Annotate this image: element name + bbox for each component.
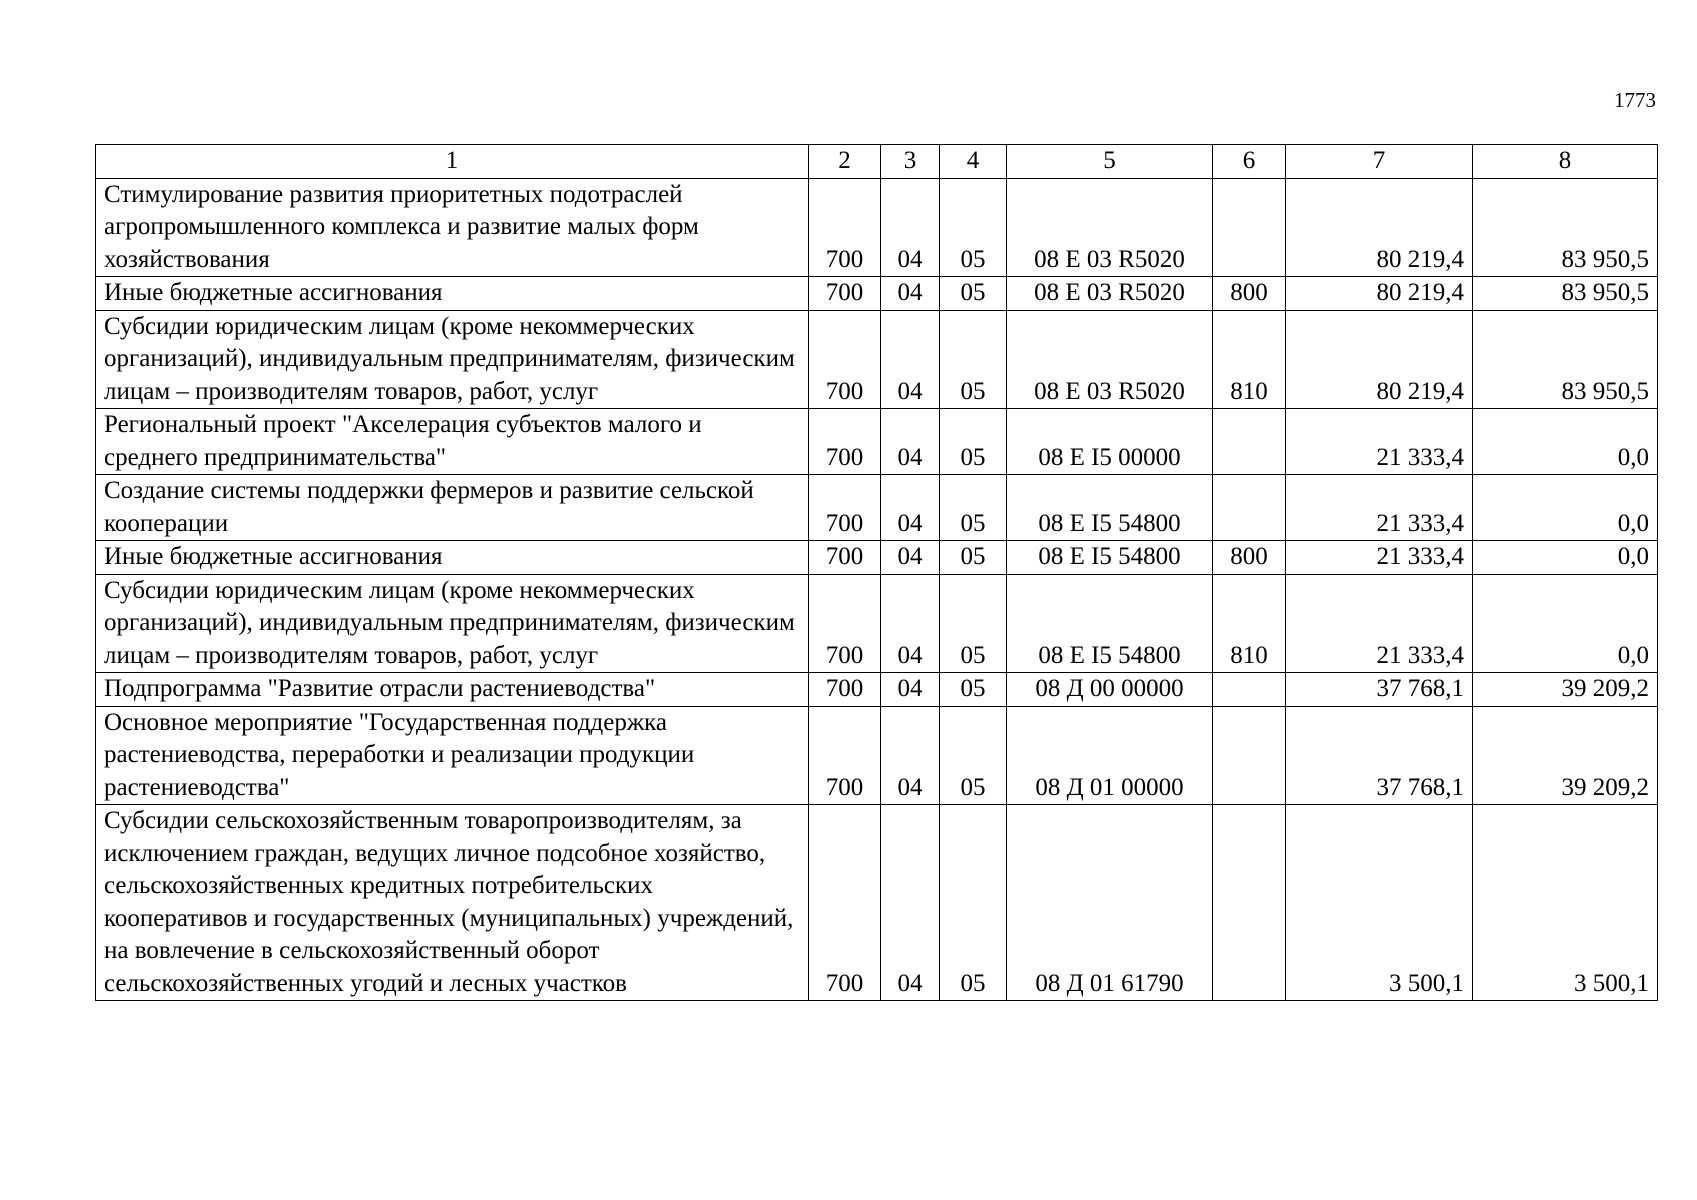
column-header-1: 1 <box>96 145 809 179</box>
cell-col-8: 0,0 <box>1473 574 1658 673</box>
cell-col-8: 0,0 <box>1473 409 1658 475</box>
cell-col-2: 700 <box>809 805 881 1001</box>
column-header-7: 7 <box>1286 145 1473 179</box>
table-row <box>96 541 1658 575</box>
cell-col-8: 0,0 <box>1473 475 1658 541</box>
row-name: Основное мероприятие "Государственная поддержка растениеводства, переработки и реализации продукции растениеводства" <box>96 706 809 805</box>
cell-col-7: 37 768,1 <box>1286 706 1473 805</box>
cell-col-4: 05 <box>940 541 1007 575</box>
row-name: Иные бюджетные ассигнования <box>96 541 809 575</box>
cell-col-7: 3 500,1 <box>1286 805 1473 1001</box>
cell-col-2: 700 <box>809 475 881 541</box>
cell-col-8: 39 209,2 <box>1473 706 1658 805</box>
column-header-2: 2 <box>809 145 881 179</box>
cell-col-5: 08 Е I5 54800 <box>1007 574 1213 673</box>
cell-col-5: 08 Д 01 61790 <box>1007 805 1213 1001</box>
row-name: Подпрограмма "Развитие отрасли растениеводства" <box>96 673 809 707</box>
table-row <box>96 706 1658 805</box>
page-number: 1773 <box>1614 88 1656 112</box>
cell-col-4: 05 <box>940 706 1007 805</box>
cell-col-7: 21 333,4 <box>1286 409 1473 475</box>
table-row <box>96 574 1658 673</box>
cell-col-7: 80 219,4 <box>1286 178 1473 277</box>
column-header-5: 5 <box>1007 145 1213 179</box>
cell-col-5: 08 Е 03 R5020 <box>1007 310 1213 409</box>
cell-col-6: 800 <box>1213 277 1286 311</box>
cell-col-6: 810 <box>1213 310 1286 409</box>
cell-col-8: 83 950,5 <box>1473 277 1658 311</box>
cell-col-5: 08 Е I5 54800 <box>1007 541 1213 575</box>
cell-col-5: 08 Д 01 00000 <box>1007 706 1213 805</box>
cell-col-4: 05 <box>940 574 1007 673</box>
row-name: Субсидии юридическим лицам (кроме некоммерческих организаций), индивидуальным предпринимателям, физическим лицам – производителям товаров, работ, услуг <box>96 574 809 673</box>
row-name: Стимулирование развития приоритетных подотраслей агропромышленного комплекса и развитие малых форм хозяйствования <box>96 178 809 277</box>
column-header-4: 4 <box>940 145 1007 179</box>
cell-col-3: 04 <box>881 178 940 277</box>
cell-col-7: 80 219,4 <box>1286 277 1473 311</box>
column-header-8: 8 <box>1473 145 1658 179</box>
table-row <box>96 310 1658 409</box>
cell-col-6 <box>1213 805 1286 1001</box>
cell-col-4: 05 <box>940 277 1007 311</box>
table-row <box>96 409 1658 475</box>
cell-col-5: 08 Е 03 R5020 <box>1007 277 1213 311</box>
cell-col-8: 83 950,5 <box>1473 310 1658 409</box>
table-row <box>96 673 1658 707</box>
cell-col-2: 700 <box>809 574 881 673</box>
cell-col-6 <box>1213 706 1286 805</box>
cell-col-5: 08 Е I5 00000 <box>1007 409 1213 475</box>
cell-col-3: 04 <box>881 409 940 475</box>
cell-col-6 <box>1213 178 1286 277</box>
cell-col-7: 21 333,4 <box>1286 541 1473 575</box>
cell-col-2: 700 <box>809 409 881 475</box>
row-name: Субсидии сельскохозяйственным товаропроизводителям, за исключением граждан, ведущих личное подсобное хозяйство, сельскохозяйственных кредитных потребительских кооперативов и государственных (муниципальных) учреждений, на вовлечение в сельскохозяйственный оборот сельскохозяйственных угодий и лесных участков <box>96 805 809 1001</box>
column-header-6: 6 <box>1213 145 1286 179</box>
cell-col-4: 05 <box>940 178 1007 277</box>
cell-col-6 <box>1213 475 1286 541</box>
cell-col-5: 08 Е 03 R5020 <box>1007 178 1213 277</box>
cell-col-2: 700 <box>809 706 881 805</box>
cell-col-8: 83 950,5 <box>1473 178 1658 277</box>
row-name: Субсидии юридическим лицам (кроме некоммерческих организаций), индивидуальным предпринимателям, физическим лицам – производителям товаров, работ, услуг <box>96 310 809 409</box>
table-row <box>96 475 1658 541</box>
cell-col-2: 700 <box>809 277 881 311</box>
cell-col-3: 04 <box>881 706 940 805</box>
cell-col-8: 3 500,1 <box>1473 805 1658 1001</box>
cell-col-3: 04 <box>881 475 940 541</box>
cell-col-3: 04 <box>881 541 940 575</box>
table-row <box>96 805 1658 1001</box>
row-name: Создание системы поддержки фермеров и развитие сельской кооперации <box>96 475 809 541</box>
cell-col-3: 04 <box>881 277 940 311</box>
table-row <box>96 277 1658 311</box>
cell-col-3: 04 <box>881 574 940 673</box>
cell-col-3: 04 <box>881 310 940 409</box>
table-header-row <box>96 145 1658 179</box>
cell-col-3: 04 <box>881 805 940 1001</box>
cell-col-6 <box>1213 673 1286 707</box>
cell-col-4: 05 <box>940 475 1007 541</box>
cell-col-2: 700 <box>809 310 881 409</box>
cell-col-4: 05 <box>940 310 1007 409</box>
column-header-3: 3 <box>881 145 940 179</box>
cell-col-2: 700 <box>809 178 881 277</box>
row-name: Региональный проект "Акселерация субъектов малого и среднего предпринимательства" <box>96 409 809 475</box>
cell-col-4: 05 <box>940 409 1007 475</box>
cell-col-7: 37 768,1 <box>1286 673 1473 707</box>
cell-col-3: 04 <box>881 673 940 707</box>
table-row <box>96 178 1658 277</box>
budget-table <box>95 144 1658 1001</box>
cell-col-7: 80 219,4 <box>1286 310 1473 409</box>
cell-col-8: 39 209,2 <box>1473 673 1658 707</box>
cell-col-2: 700 <box>809 673 881 707</box>
cell-col-8: 0,0 <box>1473 541 1658 575</box>
cell-col-4: 05 <box>940 673 1007 707</box>
cell-col-2: 700 <box>809 541 881 575</box>
cell-col-7: 21 333,4 <box>1286 574 1473 673</box>
cell-col-5: 08 Д 00 00000 <box>1007 673 1213 707</box>
cell-col-6: 800 <box>1213 541 1286 575</box>
row-name: Иные бюджетные ассигнования <box>96 277 809 311</box>
cell-col-4: 05 <box>940 805 1007 1001</box>
cell-col-6: 810 <box>1213 574 1286 673</box>
cell-col-6 <box>1213 409 1286 475</box>
cell-col-7: 21 333,4 <box>1286 475 1473 541</box>
cell-col-5: 08 Е I5 54800 <box>1007 475 1213 541</box>
